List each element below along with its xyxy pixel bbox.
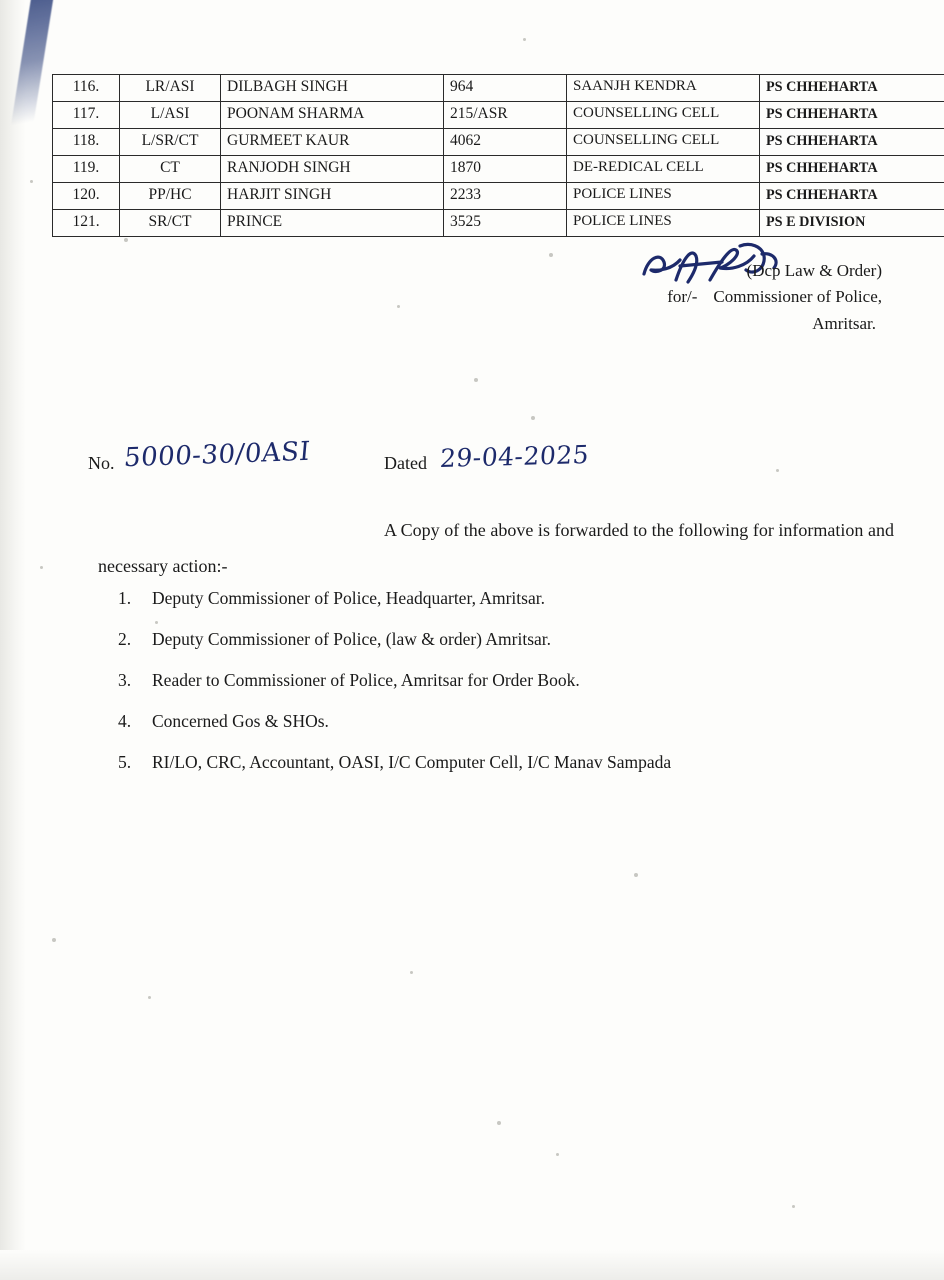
cell-place: DE-REDICAL CELL <box>567 156 760 183</box>
reference-line <box>88 436 788 486</box>
list-item-label: Deputy Commissioner of Police, (law & order) Amritsar. <box>152 628 552 649</box>
reference-dated-label: Dated <box>384 453 427 473</box>
list-item-number: 5. <box>118 751 132 772</box>
cell-belt: 1870 <box>444 156 567 183</box>
cell-name: RANJODH SINGH <box>221 156 444 183</box>
cell-sno: 121. <box>53 210 120 237</box>
list-item-number: 4. <box>118 710 132 731</box>
signature-city: Amritsar. <box>812 313 876 333</box>
cell-place: SAANJH KENDRA <box>567 75 760 102</box>
scan-speck <box>148 996 151 999</box>
cell-name: PRINCE <box>221 210 444 237</box>
cell-name: GURMEET KAUR <box>221 129 444 156</box>
list-item-label: Concerned Gos & SHOs. <box>152 710 329 731</box>
scan-speck <box>531 416 535 420</box>
cell-rank: L/SR/CT <box>120 129 221 156</box>
signature-authority: Commissioner of Police, <box>713 287 882 307</box>
cell-sno: 117. <box>53 102 120 129</box>
cell-police-station: PS CHHEHARTA <box>760 129 944 156</box>
cell-place: POLICE LINES <box>567 210 760 237</box>
table-row <box>53 156 944 183</box>
cell-rank: SR/CT <box>120 210 221 237</box>
cell-rank: L/ASI <box>120 102 221 129</box>
list-item-label: Reader to Commissioner of Police, Amritsar for Order Book. <box>152 669 580 690</box>
table-row <box>53 102 944 129</box>
page-left-edge-shadow <box>0 0 26 1280</box>
cell-rank: CT <box>120 156 221 183</box>
cell-place: POLICE LINES <box>567 183 760 210</box>
list-item <box>112 670 872 692</box>
scan-speck <box>474 378 478 382</box>
table-row <box>53 210 944 237</box>
forwarding-list <box>112 588 872 792</box>
cell-police-station: PS E DIVISION <box>760 210 944 237</box>
list-item <box>112 588 872 610</box>
list-item <box>112 711 872 733</box>
signature-for-label: for/- <box>667 287 698 307</box>
cell-sno: 120. <box>53 183 120 210</box>
table-row <box>53 183 944 210</box>
cell-police-station: PS CHHEHARTA <box>760 183 944 210</box>
scan-speck <box>40 566 43 569</box>
list-item-label: Deputy Commissioner of Police, Headquarter, Amritsar. <box>152 588 545 608</box>
list-item <box>112 752 872 774</box>
list-item-number: 1. <box>118 588 132 608</box>
scan-speck <box>397 305 400 308</box>
scan-speck <box>792 1205 795 1208</box>
cell-name: POONAM SHARMA <box>221 102 444 129</box>
scan-speck <box>634 873 638 877</box>
scan-speck <box>549 253 553 257</box>
scan-speck <box>124 238 128 242</box>
cell-sno: 118. <box>53 129 120 156</box>
reference-dated-value: 29-04-2025 <box>438 440 591 473</box>
scan-speck <box>556 1153 559 1156</box>
reference-no-value: 5000-30/0ASI <box>122 436 312 474</box>
reference-no-label: No. <box>88 453 115 473</box>
cell-police-station: PS CHHEHARTA <box>760 102 944 129</box>
cell-belt: 2233 <box>444 183 567 210</box>
scan-speck <box>523 38 526 41</box>
cell-place: COUNSELLING CELL <box>567 129 760 156</box>
cell-belt: 4062 <box>444 129 567 156</box>
cell-rank: PP/HC <box>120 183 221 210</box>
list-item-number: 2. <box>118 628 132 649</box>
scan-speck <box>497 1121 501 1125</box>
scan-speck <box>410 971 413 974</box>
scan-speck <box>52 938 56 942</box>
signature-authority-row <box>542 284 882 310</box>
cell-name: DILBAGH SINGH <box>221 75 444 102</box>
page-bottom-edge-shadow <box>0 1250 944 1280</box>
cell-police-station: PS CHHEHARTA <box>760 75 944 102</box>
cell-belt: 215/ASR <box>444 102 567 129</box>
table-row <box>53 75 944 102</box>
cell-belt: 964 <box>444 75 567 102</box>
cell-place: COUNSELLING CELL <box>567 102 760 129</box>
signature-designation: (Dcp Law & Order) <box>746 261 882 280</box>
cell-police-station: PS CHHEHARTA <box>760 156 944 183</box>
cell-rank: LR/ASI <box>120 75 221 102</box>
table-row <box>53 129 944 156</box>
scan-speck <box>30 180 33 183</box>
roster-table <box>52 74 944 237</box>
cell-sno: 116. <box>53 75 120 102</box>
roster-table-container <box>52 74 895 237</box>
signature-block <box>542 258 882 337</box>
forwarding-paragraph: A Copy of the above is forwarded to the following for information and necessary action:- <box>98 520 894 576</box>
cell-name: HARJIT SINGH <box>221 183 444 210</box>
list-item-label: RI/LO, CRC, Accountant, OASI, I/C Computer Cell, I/C Manav Sampada <box>152 751 672 772</box>
cell-belt: 3525 <box>444 210 567 237</box>
cell-sno: 119. <box>53 156 120 183</box>
list-item-number: 3. <box>118 669 132 690</box>
list-item <box>112 629 872 651</box>
